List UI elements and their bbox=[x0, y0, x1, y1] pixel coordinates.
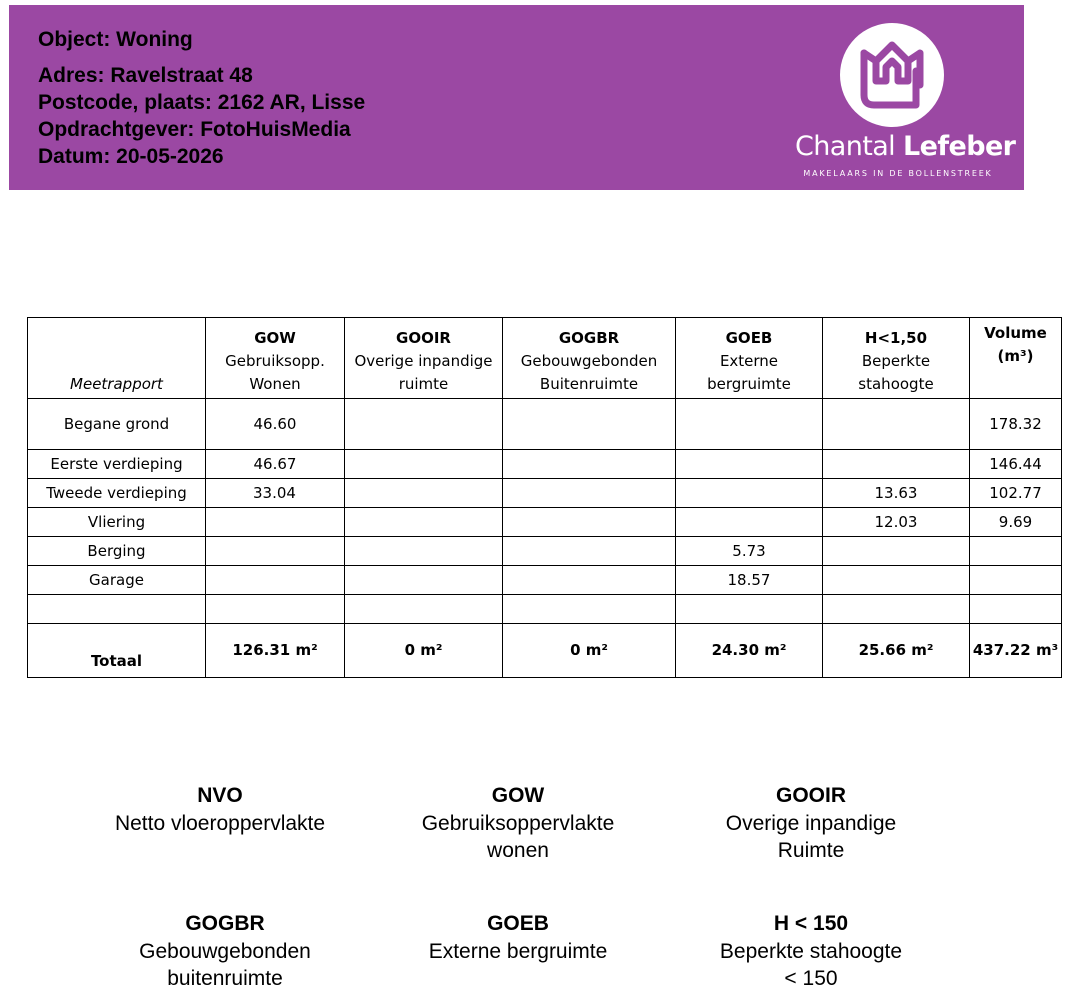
cell-gow bbox=[206, 595, 345, 624]
legend-code: H < 150 bbox=[773, 912, 849, 935]
cell-gooir bbox=[345, 537, 503, 566]
total-goeb: 24.30 m² bbox=[676, 624, 823, 678]
legend-item-nvo bbox=[70, 781, 370, 837]
cell-goeb bbox=[676, 399, 823, 450]
cell-volume: 102.77 bbox=[970, 479, 1062, 508]
legend-desc: wonen bbox=[487, 839, 549, 862]
cell-volume bbox=[970, 537, 1062, 566]
cell-volume bbox=[970, 566, 1062, 595]
table-row bbox=[28, 508, 1062, 537]
cell-h150 bbox=[823, 595, 970, 624]
table-row bbox=[28, 450, 1062, 479]
company-logo bbox=[795, 19, 1016, 184]
column-header-gooir bbox=[345, 318, 503, 399]
column-desc: bergruimte bbox=[707, 375, 791, 393]
row-label: Begane grond bbox=[28, 399, 206, 450]
column-header-gogbr bbox=[503, 318, 676, 399]
header-date: Datum: 20-05-2026 bbox=[38, 145, 224, 168]
legend-desc: Gebouwgebonden bbox=[139, 940, 311, 963]
header-client: Opdrachtgever: FotoHuisMedia bbox=[38, 118, 351, 141]
column-desc: Beperkte bbox=[861, 352, 931, 370]
corner-cell bbox=[28, 318, 206, 399]
row-label: Tweede verdieping bbox=[28, 479, 206, 508]
column-code: GOW bbox=[254, 329, 296, 347]
row-label: Garage bbox=[28, 566, 206, 595]
legend-desc: Beperkte stahoogte bbox=[719, 940, 903, 963]
column-code: GOOIR bbox=[396, 329, 451, 347]
row-label: Eerste verdieping bbox=[28, 450, 206, 479]
total-gow: 126.31 m² bbox=[206, 624, 345, 678]
cell-gow bbox=[206, 566, 345, 595]
legend-code: GOEB bbox=[487, 912, 549, 935]
totals-label: Totaal bbox=[28, 624, 206, 678]
report-header bbox=[9, 5, 1024, 190]
cell-goeb: 18.57 bbox=[676, 566, 823, 595]
cell-gogbr bbox=[503, 537, 676, 566]
table-row bbox=[28, 479, 1062, 508]
measurement-table bbox=[27, 317, 1062, 678]
cell-goeb bbox=[676, 595, 823, 624]
row-label: Berging bbox=[28, 537, 206, 566]
cell-gooir bbox=[345, 399, 503, 450]
legend-item-gogbr bbox=[75, 909, 375, 992]
cell-gow: 46.60 bbox=[206, 399, 345, 450]
legend-desc: Externe bergruimte bbox=[428, 940, 608, 963]
cell-h150: 13.63 bbox=[823, 479, 970, 508]
legend-code: GOOIR bbox=[775, 784, 846, 807]
cell-h150 bbox=[823, 399, 970, 450]
column-desc: Overige inpandige bbox=[354, 352, 493, 370]
column-desc: Gebouwgebonden bbox=[520, 352, 658, 370]
cell-h150 bbox=[823, 450, 970, 479]
column-header-goeb bbox=[676, 318, 823, 399]
logo-tagline: MAKELAARS IN DE BOLLENSTREEK bbox=[803, 169, 993, 178]
cell-volume: 146.44 bbox=[970, 450, 1062, 479]
logo-name-first: Chantal bbox=[795, 131, 896, 162]
cell-volume: 178.32 bbox=[970, 399, 1062, 450]
meetrapport-label: Meetrapport bbox=[70, 375, 163, 393]
table-header-row bbox=[28, 318, 1062, 399]
logo-name-last: Lefeber bbox=[903, 131, 1016, 162]
cell-h150 bbox=[823, 537, 970, 566]
legend-desc: Netto vloeroppervlakte bbox=[114, 812, 326, 835]
cell-gogbr bbox=[503, 399, 676, 450]
cell-volume: 9.69 bbox=[970, 508, 1062, 537]
column-desc: (m³) bbox=[997, 347, 1034, 365]
cell-gooir bbox=[345, 566, 503, 595]
cell-h150: 12.03 bbox=[823, 508, 970, 537]
column-desc: Externe bbox=[719, 352, 779, 370]
legend-desc: Gebruiksoppervlakte bbox=[421, 812, 615, 835]
column-header-gow bbox=[206, 318, 345, 399]
header-address: Adres: Ravelstraat 48 bbox=[38, 64, 253, 87]
legend-desc: Ruimte bbox=[777, 839, 845, 862]
legend-desc: Overige inpandige bbox=[725, 812, 897, 835]
legend-code: NVO bbox=[197, 784, 243, 807]
total-h150: 25.66 m² bbox=[823, 624, 970, 678]
column-desc: Buitenruimte bbox=[539, 375, 639, 393]
legend-item-goeb bbox=[368, 909, 668, 965]
column-desc: Gebruiksopp. bbox=[225, 352, 325, 370]
legend-desc: < 150 bbox=[784, 967, 838, 990]
tulip-house-icon bbox=[840, 23, 944, 127]
column-code: H<1,50 bbox=[864, 329, 928, 347]
cell-gooir bbox=[345, 508, 503, 537]
table-row bbox=[28, 537, 1062, 566]
cell-gooir bbox=[345, 479, 503, 508]
header-postcode: Postcode, plaats: 2162 AR, Lisse bbox=[38, 91, 366, 114]
table-row bbox=[28, 566, 1062, 595]
cell-gow: 33.04 bbox=[206, 479, 345, 508]
table-row bbox=[28, 399, 1062, 450]
row-label: Vliering bbox=[28, 508, 206, 537]
cell-h150 bbox=[823, 566, 970, 595]
column-header-volume bbox=[970, 318, 1062, 399]
total-volume: 437.22 m³ bbox=[970, 624, 1062, 678]
cell-gogbr bbox=[503, 595, 676, 624]
legend-code: GOGBR bbox=[185, 912, 265, 935]
table-row-empty bbox=[28, 595, 1062, 624]
cell-gow: 46.67 bbox=[206, 450, 345, 479]
cell-volume bbox=[970, 595, 1062, 624]
legend-item-gow bbox=[368, 781, 668, 864]
cell-goeb bbox=[676, 479, 823, 508]
cell-gow bbox=[206, 537, 345, 566]
header-object: Object: Woning bbox=[38, 28, 193, 51]
row-label bbox=[28, 595, 206, 624]
cell-gogbr bbox=[503, 479, 676, 508]
column-code: Volume bbox=[984, 324, 1047, 342]
cell-goeb bbox=[676, 450, 823, 479]
cell-goeb bbox=[676, 508, 823, 537]
legend-code: GOW bbox=[491, 784, 545, 807]
column-code: GOEB bbox=[725, 329, 773, 347]
cell-gogbr bbox=[503, 566, 676, 595]
totals-row bbox=[28, 624, 1062, 678]
cell-gooir bbox=[345, 450, 503, 479]
cell-gogbr bbox=[503, 450, 676, 479]
column-desc: ruimte bbox=[398, 375, 449, 393]
cell-gogbr bbox=[503, 508, 676, 537]
legend-desc: buitenruimte bbox=[167, 967, 283, 990]
cell-gooir bbox=[345, 595, 503, 624]
header-details bbox=[38, 26, 365, 170]
column-desc: stahoogte bbox=[858, 375, 934, 393]
logo-wordmark bbox=[795, 131, 1016, 163]
legend-item-h150 bbox=[661, 909, 961, 992]
legend-item-gooir bbox=[661, 781, 961, 864]
column-header-h150 bbox=[823, 318, 970, 399]
cell-goeb: 5.73 bbox=[676, 537, 823, 566]
column-desc: Wonen bbox=[249, 375, 301, 393]
total-gooir: 0 m² bbox=[345, 624, 503, 678]
total-gogbr: 0 m² bbox=[503, 624, 676, 678]
column-code: GOGBR bbox=[558, 329, 620, 347]
cell-gow bbox=[206, 508, 345, 537]
